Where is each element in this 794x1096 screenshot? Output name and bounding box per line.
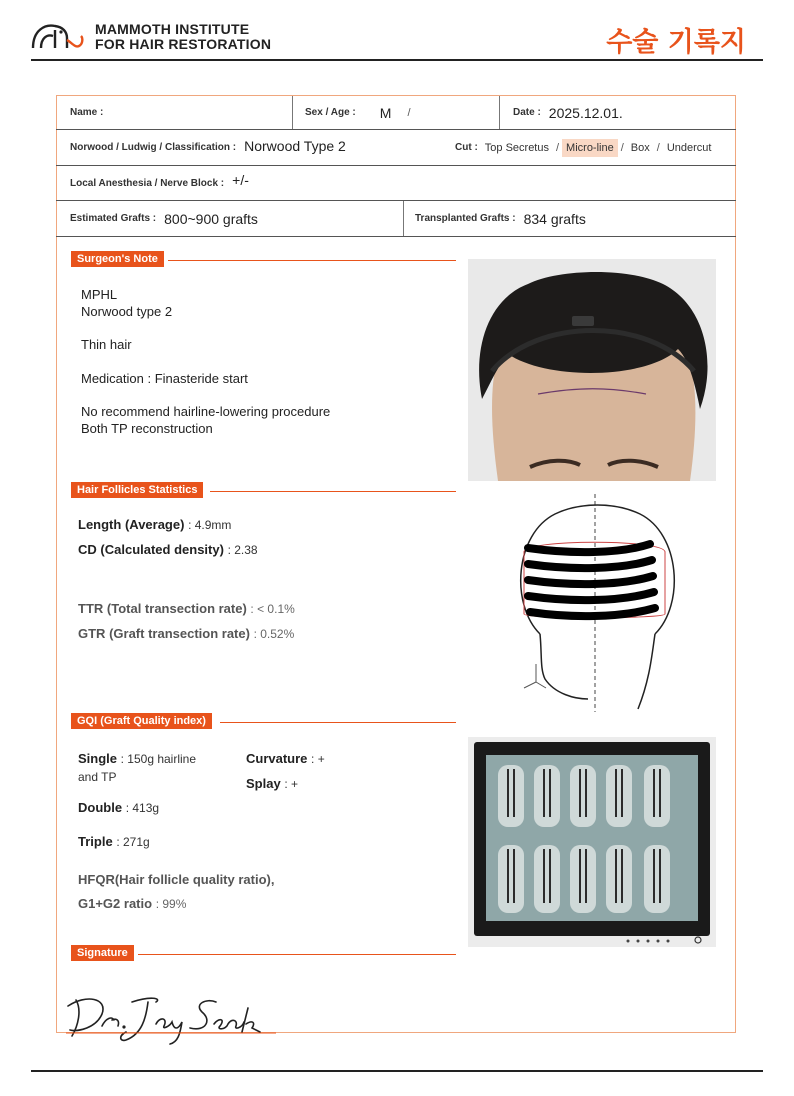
note-line: [81, 320, 330, 336]
sex-age-label: Sex / Age :: [305, 107, 356, 118]
document-title: 수술 기록지: [606, 27, 746, 58]
stat-label-paren: (Average): [124, 517, 185, 532]
stat-length: [78, 517, 231, 532]
single-value: : 150g hairline: [120, 752, 197, 766]
note-line: Thin hair: [81, 337, 132, 352]
stat-label-paren: (Graft transection rate): [109, 626, 250, 641]
donor-area-diagram: [500, 494, 700, 712]
surgeon-note-title: Surgeon's Note: [71, 251, 164, 267]
gqi-curvature: [246, 751, 325, 766]
logo-line-1: MAMMOTH INSTITUTE: [95, 21, 250, 37]
gqi-title: GQI (Graft Quality index): [71, 713, 212, 729]
form-row-classification: [56, 130, 736, 166]
logo: [31, 20, 87, 52]
cut-separator: /: [555, 141, 560, 154]
splay-label: Splay: [246, 776, 281, 791]
double-label: Double: [78, 800, 123, 815]
cut-option-micro-line[interactable]: Micro-line: [562, 139, 618, 157]
row-divider: [403, 201, 404, 236]
note-line: No recommend hairline-lowering procedure: [81, 404, 331, 419]
logo-line-2: FOR HAIR RESTORATION: [95, 36, 272, 52]
gqi-single: [78, 750, 238, 786]
patient-head-image: [468, 259, 716, 481]
note-line: MPHL: [81, 287, 118, 302]
row-divider: [292, 96, 293, 129]
classification-label: Norwood / Ludwig / Classification :: [70, 142, 237, 153]
mammoth-logo-icon: [31, 20, 87, 52]
monitor-image: [468, 737, 716, 947]
stat-gtr: [78, 626, 294, 641]
transplanted-grafts-label: Transplanted Grafts :: [415, 213, 516, 224]
estimated-grafts-label: Estimated Grafts :: [70, 213, 157, 224]
gqi-triple: [78, 834, 150, 849]
estimated-grafts-field[interactable]: 800~900 grafts: [164, 210, 258, 227]
splay-value: : +: [284, 777, 298, 791]
ratio-value: : 99%: [155, 897, 187, 911]
gqi-double: [78, 800, 159, 815]
stat-label: TTR: [78, 601, 104, 616]
date-field[interactable]: 2025.12.01.: [548, 104, 623, 121]
note-line: Both TP reconstruction: [81, 421, 213, 436]
date-label: Date :: [513, 107, 541, 118]
single-label: Single: [78, 751, 118, 766]
form-row-name: [56, 95, 736, 130]
form-row-grafts: [56, 201, 736, 237]
footer-divider: [31, 1070, 763, 1072]
section-rule: [220, 722, 456, 723]
transplanted-grafts-field[interactable]: 834 grafts: [523, 210, 586, 227]
cut-separator: /: [620, 141, 624, 154]
stat-ttr: [78, 601, 295, 616]
double-value: : 413g: [125, 801, 160, 815]
gtr-value: : 0.52%: [253, 627, 295, 641]
gqi-ratio: [78, 896, 186, 911]
stat-label-paren: (Total transection rate): [106, 601, 247, 616]
surgeon-note-text[interactable]: [81, 286, 330, 437]
triple-value: : 271g: [116, 835, 150, 849]
curvature-value: : +: [311, 752, 325, 766]
cut-option-box[interactable]: Box: [630, 141, 650, 154]
gqi-hfqr: [78, 872, 274, 887]
length-value: : 4.9mm: [188, 518, 232, 532]
statistics-title: Hair Follicles Statistics: [71, 482, 203, 498]
handwritten-signature-icon: [66, 990, 276, 1046]
note-line: [81, 353, 330, 370]
cut-option-undercut[interactable]: Undercut: [666, 141, 712, 154]
curvature-label: Curvature: [246, 751, 308, 766]
anesthesia-field[interactable]: +/-: [232, 172, 249, 188]
triple-label: Triple: [78, 834, 113, 849]
stat-label: GTR: [78, 626, 106, 641]
ratio-label: G1+G2 ratio: [78, 896, 153, 911]
name-label: Name :: [70, 107, 104, 118]
section-rule: [168, 260, 456, 261]
form-row-anesthesia: [56, 166, 736, 201]
cut-option-top-secretus[interactable]: Top Secretus: [484, 141, 549, 154]
classification-field[interactable]: Norwood Type 2: [244, 137, 346, 154]
cut-label: Cut :: [455, 142, 478, 153]
stat-label: Length: [78, 517, 122, 532]
row-divider: [499, 96, 500, 129]
graft-microscope-photo: [468, 737, 716, 947]
signature-title: Signature: [71, 945, 134, 961]
sex-field[interactable]: M: [379, 104, 392, 121]
hfqr-label: HFQR(Hair follicle quality ratio),: [78, 872, 275, 887]
gqi-splay: [246, 776, 298, 791]
section-rule: [138, 954, 456, 955]
stat-label-paren: (Calculated density): [100, 542, 224, 557]
anesthesia-label: Local Anesthesia / Nerve Block :: [70, 177, 225, 189]
cd-value: : 2.38: [227, 543, 258, 557]
note-line: Norwood type 2: [81, 304, 173, 319]
logo-text: [95, 22, 271, 52]
ttr-value: : < 0.1%: [250, 602, 295, 616]
stat-label: CD: [78, 542, 97, 557]
section-rule: [210, 491, 456, 492]
signature-image[interactable]: [66, 990, 276, 1046]
head-diagram-icon: [500, 494, 700, 712]
hairline-photo: [468, 259, 716, 481]
sex-age-separator: /: [407, 106, 411, 119]
stat-cd: [78, 542, 258, 557]
cut-separator: /: [656, 141, 660, 154]
note-line: [81, 387, 330, 403]
header-divider: [31, 59, 763, 61]
note-line: Medication : Finasteride start: [81, 371, 248, 386]
single-value-cont: and TP: [78, 770, 117, 784]
